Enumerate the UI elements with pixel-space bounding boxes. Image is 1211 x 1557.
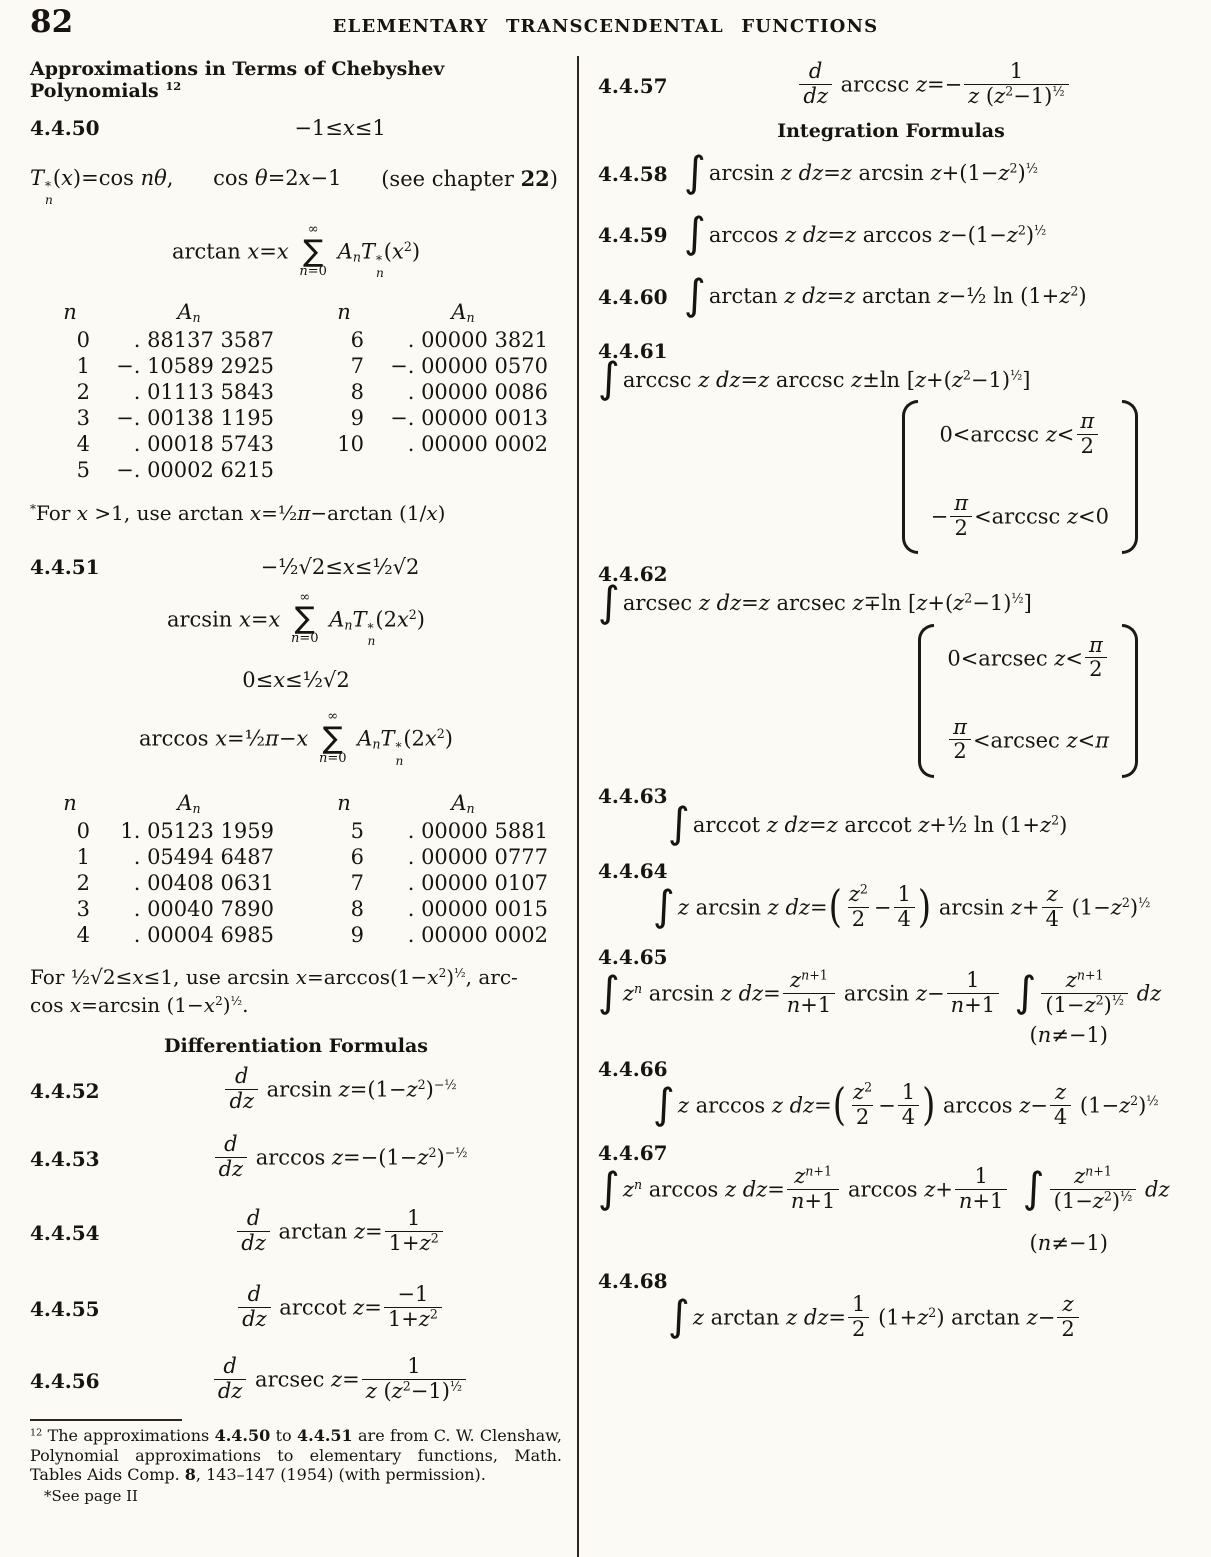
sup-sub-stack: * n: [367, 620, 376, 649]
fraction: [783, 969, 836, 1017]
column-header: $A_n$: [451, 791, 475, 817]
fraction-numerator: 1: [406, 1206, 421, 1231]
section-heading: Approximations in Terms of Chebyshev Polynomials $^{12}$: [30, 58, 445, 102]
coefficient-cell: . 00000 5881: [407, 819, 548, 844]
fraction-numerator: 1: [1009, 59, 1024, 83]
fraction: [849, 1081, 876, 1129]
integral-sign: ∫: [668, 1291, 690, 1341]
equation-4-4-55: [30, 1282, 562, 1333]
fraction-denominator: $(1-z^2)^{\frac{1}{2}}$: [1050, 1189, 1137, 1214]
fraction-numerator: π: [1080, 409, 1095, 434]
equation-range: −1≤x≤1: [294, 116, 386, 140]
n-cell: 2: [76, 379, 90, 404]
formula-4-4-66: ∫ z arccos z dz=( $\frac{z^2}{2}$ − $\frac{1}{4}$ ) arccos z− $\frac{z}{4}$ $(1-z^2)^{\frac{1}{2}}$: [653, 1079, 1159, 1132]
equation-4-4-51: [30, 555, 562, 579]
table-row: [324, 818, 548, 844]
table-row: [50, 431, 274, 457]
coefficient-cell: . 00004 6985: [133, 923, 274, 948]
fraction: [215, 1133, 248, 1181]
table-row: [50, 844, 274, 870]
integral-sign: ∫: [684, 208, 706, 258]
coefficient-cell: −. 00000 0570: [390, 353, 548, 378]
formula: $\frac{d}{dz}$ $\arccos z=-(1-z^2)^{-\frac{1}{2}}$: [118, 1135, 562, 1183]
running-head: ELEMENTARY TRANSCENDENTAL FUNCTIONS: [332, 16, 879, 37]
fraction: [950, 492, 972, 540]
fraction: [848, 1293, 869, 1341]
coefficient-cell: −. 00002 6215: [116, 457, 274, 482]
column-divider: [577, 56, 579, 1557]
column-header: $A_n$: [177, 791, 201, 817]
fraction-denominator: dz: [214, 1379, 247, 1404]
table-header-row: [50, 299, 274, 327]
sum-upper-limit: ∞: [299, 589, 311, 605]
n-cell: 6: [350, 327, 364, 352]
coefficient-cell: . 00000 0002: [407, 923, 548, 948]
fraction-numerator: d: [246, 1206, 261, 1231]
condition-lines: [923, 400, 1117, 554]
n-cell: 0: [76, 819, 90, 844]
sum-upper-limit: ∞: [327, 709, 339, 725]
equation-4-4-59: [598, 208, 1184, 258]
table-row: [50, 457, 274, 483]
integral-sign: ∫: [598, 353, 620, 403]
table-row: [324, 844, 548, 870]
coefficient-table-arctan: [30, 299, 562, 483]
integral-sign: ∫: [1022, 1163, 1045, 1213]
fraction: [1076, 410, 1098, 458]
n-cell: 10: [337, 431, 364, 456]
table-row: [324, 379, 548, 405]
arcsin-series-formula: arcsin x=x ∞ ∑ n=0 $A_nT$ * n $(2x^2)$: [166, 589, 425, 649]
sum-upper-limit: ∞: [307, 222, 319, 238]
equation-4-4-54: [30, 1206, 562, 1257]
fraction-denominator: n+1: [787, 1189, 840, 1214]
formula: $\frac{d}{dz}$ arcsec z= $\frac{1}{z (z^2-1)^{\frac{1}{2}}}$: [118, 1357, 562, 1405]
coefficient-cell: . 00000 0086: [407, 379, 548, 404]
fraction: [845, 883, 872, 931]
equation-4-4-50: [30, 116, 562, 140]
left-bracket: [902, 400, 918, 554]
equation-4-4-53: [30, 1132, 562, 1183]
table-row: [324, 870, 548, 896]
condition-lines: [939, 624, 1117, 778]
fraction: [947, 969, 1000, 1017]
equation-number: 4.4.51: [30, 554, 100, 579]
coefficient-cell: −. 00138 1195: [116, 405, 274, 430]
coefficient-subtable: [324, 790, 548, 948]
table-row: [50, 379, 274, 405]
integral-sign: ∫: [598, 576, 620, 626]
formula: ∫ arccos z dz=z $\arccos z-(1-z^2)^{\frac{1}{2}}$: [684, 208, 1047, 258]
column-header: n: [63, 791, 77, 816]
fraction: [362, 1355, 466, 1403]
equation-range: −½√2≤x≤½√2: [260, 554, 420, 579]
sup-sub-stack: * n: [395, 740, 404, 768]
formula: $\frac{d}{dz}$ $\arcsin z=(1-z^2)^{-\frac{1}{2}}$: [118, 1067, 562, 1115]
fraction: [238, 1283, 271, 1331]
fraction-denominator: dz: [799, 84, 832, 109]
fraction-numerator: $z^2$: [848, 881, 868, 907]
table-row: [50, 870, 274, 896]
summation-sign: ∞ ∑ n=0: [299, 222, 327, 279]
coefficient-cell: . 00000 0777: [407, 845, 548, 870]
constraint-note-4-4-67: (n≠−1): [1029, 1231, 1108, 1256]
equation-number: 4.4.59: [598, 223, 668, 248]
summation-sign: ∞ ∑ n=0: [318, 709, 347, 766]
sum-lower-limit: n=0: [299, 263, 327, 279]
column-header: n: [63, 299, 77, 324]
table-row: [50, 405, 274, 431]
fraction-denominator: n+1: [947, 993, 1000, 1018]
fraction-numerator: 1: [852, 1292, 866, 1317]
fraction-numerator: $z^{n+1}$: [794, 1163, 832, 1189]
fraction-denominator: 4: [898, 1105, 919, 1130]
equation-number: 4.4.50: [30, 116, 100, 140]
n-cell: 5: [350, 819, 364, 844]
summation-sign: ∞ ∑ n=0: [290, 589, 319, 647]
fraction-numerator: $z^{n+1}$: [1065, 967, 1104, 993]
arccos-series-formula: arccos x=½π−x ∞ ∑ n=0 $A_nT$ * n $(2x^2)$: [139, 709, 453, 768]
equation-4-4-57: [598, 59, 1184, 110]
coefficient-cell: . 00040 7890: [133, 897, 274, 922]
fraction-numerator: z: [1046, 882, 1058, 907]
fraction-numerator: z: [1055, 1080, 1067, 1105]
condition-block: [902, 400, 1138, 554]
fraction-denominator: dz: [238, 1307, 271, 1332]
coefficient-table-arcsin-arccos: [30, 790, 562, 948]
integral-sign: ∫: [653, 881, 675, 931]
fraction-numerator: $z^2$: [852, 1079, 873, 1105]
tn-definition-part2: cos θ=2x−1: [213, 166, 342, 190]
formula: ∫ arcsin z dz=z $\arcsin z+(1-z^2)^{\frac{1}{2}}$: [684, 146, 1038, 196]
fraction-denominator: 2: [848, 1317, 869, 1342]
fraction-denominator: n+1: [783, 993, 836, 1018]
table-header-row: [50, 790, 274, 818]
fraction-numerator: −1: [397, 1282, 429, 1307]
fraction: [1057, 1293, 1078, 1341]
fraction-numerator: d: [808, 59, 823, 83]
table-row: [324, 353, 548, 379]
fraction-denominator: n+1: [955, 1189, 1008, 1214]
n-cell: 8: [350, 379, 364, 404]
coefficient-cell: . 00000 0002: [407, 431, 548, 456]
sum-lower-limit: n=0: [318, 750, 347, 766]
coefficient-cell: . 01113 5843: [133, 379, 274, 404]
fraction-numerator: 1: [897, 882, 911, 907]
n-cell: 5: [76, 457, 90, 482]
condition: − $\frac{\pi}{2}$ <arccsc z<0: [930, 491, 1109, 540]
interval-note-line2: cos x=arcsin $(1-x^2)^{\frac{1}{2}}$.: [30, 992, 249, 1017]
integral-sign: ∫: [684, 269, 706, 319]
fraction: [1050, 1165, 1137, 1213]
integral-sign: ∫: [684, 146, 706, 196]
fraction-numerator: z: [1062, 1292, 1074, 1317]
formula: $\frac{d}{dz}$ arccot z= $\frac{-1}{1+z^2}$: [118, 1285, 562, 1333]
coefficient-subtable: [50, 790, 274, 948]
equation-number-4-4-68: 4.4.68: [598, 1269, 668, 1294]
fraction: [787, 1165, 840, 1213]
n-cell: 4: [76, 431, 90, 456]
fraction-numerator: 1: [966, 968, 980, 993]
page-number: 82: [30, 4, 74, 40]
n-cell: 9: [350, 923, 364, 948]
tn-definition: [30, 166, 562, 207]
condition: 0<arccsc z< $\frac{\pi}{2}$: [931, 412, 1109, 460]
coefficient-cell: −. 00000 0013: [390, 405, 548, 430]
fraction: [894, 883, 915, 931]
integral-sign: ∫: [598, 1163, 620, 1213]
integration-heading: Integration Formulas: [777, 120, 1005, 143]
coefficient-cell: . 00000 0015: [407, 897, 548, 922]
column-header: n: [337, 791, 351, 816]
table-row: [50, 922, 274, 948]
formula: ∫ arctan z dz=z arctan z−½ $\ln (1+z^2)$: [684, 269, 1087, 319]
fraction-numerator: d: [223, 1354, 237, 1379]
equation-number-4-4-62: 4.4.62: [598, 562, 668, 587]
arccos-range: 0≤x≤½√2: [242, 668, 350, 693]
fraction: [1041, 969, 1128, 1017]
fraction-denominator: 2: [950, 516, 971, 541]
equation-number: 4.4.53: [30, 1147, 100, 1172]
fraction-denominator: 4: [1042, 907, 1063, 932]
fraction-denominator: $1+z^2$: [385, 1231, 443, 1256]
equation-number: 4.4.57: [598, 74, 668, 99]
coefficient-subtable: [50, 299, 274, 483]
equation-number: 4.4.60: [598, 284, 668, 309]
table-row: [50, 896, 274, 922]
fraction-denominator: 2: [1057, 1317, 1078, 1342]
constraint-note-4-4-65: (n≠−1): [1029, 1023, 1108, 1048]
fraction: [799, 60, 832, 108]
equation-4-4-60: [598, 269, 1184, 319]
formula: $\frac{d}{dz}$ arctan z= $\frac{1}{1+z^2}$: [118, 1209, 562, 1257]
fraction-numerator: $z^{n+1}$: [790, 967, 828, 993]
interval-note-line1: For ½√2≤x≤1, use $\arcsin x=\arccos(1-x^2)^{\frac{1}{2}}$, arc-: [30, 965, 518, 990]
fraction: [1042, 883, 1063, 931]
sum-lower-limit: n=0: [290, 631, 319, 647]
integral-sign: ∫: [668, 798, 690, 848]
table-row: [324, 405, 548, 431]
table-row: [50, 353, 274, 379]
formula-4-4-61: ∫ arccsc z dz=z arccsc z±ln $[z+(z^2-1)^{\frac{1}{2}}]$: [598, 353, 1031, 403]
equation-number-4-4-66: 4.4.66: [598, 1057, 668, 1082]
sup-sub-stack: * n: [375, 253, 384, 281]
integral-sign: ∫: [1014, 967, 1037, 1017]
table-header-row: [324, 790, 548, 818]
fraction-numerator: π: [953, 714, 967, 739]
formula-4-4-63: ∫ arccot z dz=z arccot z+½ $\ln (1+z^2)$: [668, 798, 1068, 848]
table-row: [324, 896, 548, 922]
equation-number: 4.4.52: [30, 1079, 100, 1104]
coefficient-cell: . 00000 0107: [407, 871, 548, 896]
table-row: [324, 431, 548, 457]
fraction: [214, 1355, 247, 1403]
footnote-12: $^{12}$ The approximations 4.4.50 to 4.4.51 are from C. W. Clenshaw, Polynomial approximations to elementary functions, Math. Tables Aids Comp. 8, 143–147 (1954) (with permission).: [30, 1426, 563, 1484]
equation-number: 4.4.56: [30, 1369, 100, 1394]
fraction-numerator: 1: [407, 1354, 421, 1379]
condition-block: [918, 624, 1138, 778]
tn-definition-part3: (see chapter 22): [381, 166, 558, 191]
coefficient-cell: 1. 05123 1959: [120, 819, 274, 844]
column-header: $A_n$: [451, 299, 475, 326]
equation-number-4-4-61: 4.4.61: [598, 338, 668, 363]
fraction-numerator: d: [247, 1282, 262, 1307]
fraction: [964, 60, 1068, 108]
conditions-4-4-62: [598, 624, 1184, 778]
column-header: $A_n$: [177, 299, 201, 326]
formula: $\frac{d}{dz}$ arccsc z=− $\frac{1}{z (z^2-1)^{\frac{1}{2}}}$: [684, 62, 1184, 110]
coefficient-subtable: [324, 299, 548, 483]
coefficient-cell: . 00018 5743: [133, 431, 274, 456]
equation-number-4-4-64: 4.4.64: [598, 859, 668, 884]
coefficient-cell: . 88137 3587: [133, 327, 274, 352]
coefficient-cell: . 00408 0631: [133, 871, 274, 896]
right-bracket: [1122, 400, 1138, 554]
equation-number-4-4-67: 4.4.67: [598, 1141, 668, 1166]
equation-4-4-52: [30, 1064, 562, 1115]
n-cell: 3: [76, 897, 90, 922]
formula-4-4-65: ∫ $z^n$ arcsin z dz= $\frac{z^{n+1}}{n+1}$ arcsin z− $\frac{1}{n+1}$ ∫ $\frac{z^{n+1}}{(1-z^2)^{\frac{1}{2}}}$ dz: [598, 967, 1162, 1017]
n-cell: 3: [76, 405, 90, 430]
fraction-numerator: d: [234, 1064, 249, 1089]
equation-number: 4.4.55: [30, 1297, 100, 1322]
column-header: n: [337, 299, 351, 324]
fraction-denominator: z $(z^2-1)^{\frac{1}{2}}$: [964, 84, 1068, 109]
fraction-denominator: $1+z^2$: [384, 1307, 442, 1332]
fraction-denominator: z $(z^2-1)^{\frac{1}{2}}$: [362, 1379, 466, 1404]
n-cell: 8: [350, 897, 364, 922]
n-cell: 4: [76, 923, 90, 948]
differentiation-heading: Differentiation Formulas: [164, 1035, 428, 1058]
fraction-numerator: 1: [974, 1164, 988, 1189]
tn-definition-part1: T * n (x)=cos nθ,: [30, 166, 174, 207]
fraction-denominator: 4: [894, 907, 915, 932]
table-row: [50, 327, 274, 353]
equation-4-4-58: [598, 146, 1184, 196]
sup-sub-stack: * n: [45, 179, 53, 207]
condition: 0<arcsec z< $\frac{\pi}{2}$: [947, 636, 1109, 684]
n-cell: 2: [76, 871, 90, 896]
fraction: [1050, 1081, 1071, 1129]
fraction: [384, 1283, 442, 1331]
formula-4-4-62: ∫ arcsec z dz=z arcsec z∓ln $[z+(z^2-1)^{\frac{1}{2}}]$: [598, 576, 1032, 626]
fraction-numerator: 1: [901, 1080, 916, 1105]
formula-4-4-68: ∫ z arctan z dz= $\frac{1}{2}$ $(1+z^2)$ arctan z− $\frac{z}{2}$: [598, 1295, 1184, 1343]
n-cell: 7: [350, 871, 364, 896]
right-bracket: [1122, 624, 1138, 778]
coefficient-cell: −. 10589 2925: [116, 353, 274, 378]
fraction: [898, 1081, 919, 1129]
fraction: [237, 1207, 270, 1255]
fraction-denominator: 2: [852, 1105, 873, 1130]
fraction: [955, 1165, 1008, 1213]
equation-number-4-4-65: 4.4.65: [598, 945, 668, 970]
fraction: [225, 1065, 258, 1113]
conditions-4-4-61: [598, 400, 1184, 554]
table-row: [324, 327, 548, 353]
left-column: [30, 52, 562, 1505]
see-page-note: *See page II: [44, 1486, 138, 1505]
fraction-numerator: $z^{n+1}$: [1074, 1163, 1112, 1189]
arctan-series-formula: arctan x=x ∞ ∑ n=0 $A_nT$ * n $(x^2)$: [171, 222, 421, 281]
table-header-row: [324, 299, 548, 327]
fraction-denominator: 2: [848, 907, 869, 932]
equation-number: 4.4.58: [598, 161, 668, 186]
n-cell: 9: [350, 405, 364, 430]
fraction-denominator: 2: [949, 739, 970, 764]
coefficient-cell: . 00000 3821: [407, 327, 548, 352]
formula-4-4-64: ∫ z arcsin z dz=( $\frac{z^2}{2}$ − $\frac{1}{4}$ ) arcsin z+ $\frac{z}{4}$ $(1-z^2)^{\frac{1}{2}}$: [653, 881, 1151, 934]
right-column: [598, 50, 1184, 1343]
n-cell: 1: [76, 845, 90, 870]
interval-reduction-note: [30, 964, 562, 1019]
table-row: [50, 818, 274, 844]
condition: $\frac{\pi}{2}$ <arcsec z<π: [947, 718, 1109, 766]
fraction-numerator: π: [954, 491, 969, 516]
n-cell: 7: [350, 353, 364, 378]
fraction-denominator: dz: [215, 1157, 248, 1182]
left-bracket: [918, 624, 934, 778]
n-cell: 1: [76, 353, 90, 378]
formula-4-4-67: ∫ $z^n$ arccos z dz= $\frac{z^{n+1}}{n+1}$ arccos z+ $\frac{1}{n+1}$ ∫ $\frac{z^{n+1}}{(1-z^2)^{\frac{1}{2}}}$ dz: [598, 1163, 1170, 1213]
fraction: [1085, 634, 1107, 682]
coefficient-cell: . 05494 6487: [133, 845, 274, 870]
fraction-denominator: dz: [237, 1231, 270, 1256]
equation-4-4-56: [30, 1354, 562, 1405]
n-cell: 0: [76, 327, 90, 352]
n-cell: 6: [350, 845, 364, 870]
fraction-numerator: d: [224, 1132, 238, 1157]
fraction-denominator: 2: [1085, 657, 1106, 682]
footnote-rule: [30, 1419, 182, 1421]
fraction: [385, 1207, 443, 1255]
table-row: [324, 922, 548, 948]
fraction-denominator: 2: [1077, 434, 1098, 459]
integral-sign: ∫: [653, 1079, 675, 1129]
integral-sign: ∫: [598, 967, 620, 1017]
fraction-numerator: π: [1088, 632, 1103, 657]
fraction-denominator: 4: [1050, 1105, 1071, 1130]
fraction-denominator: dz: [225, 1089, 258, 1114]
fraction-denominator: $(1-z^2)^{\frac{1}{2}}$: [1041, 993, 1128, 1018]
fraction: [949, 716, 971, 764]
equation-number: 4.4.54: [30, 1221, 100, 1246]
arctan-reduction-note: *For x >1, use arctan x=½π−arctan (1/x): [30, 500, 446, 525]
equation-number-4-4-63: 4.4.63: [598, 783, 668, 808]
